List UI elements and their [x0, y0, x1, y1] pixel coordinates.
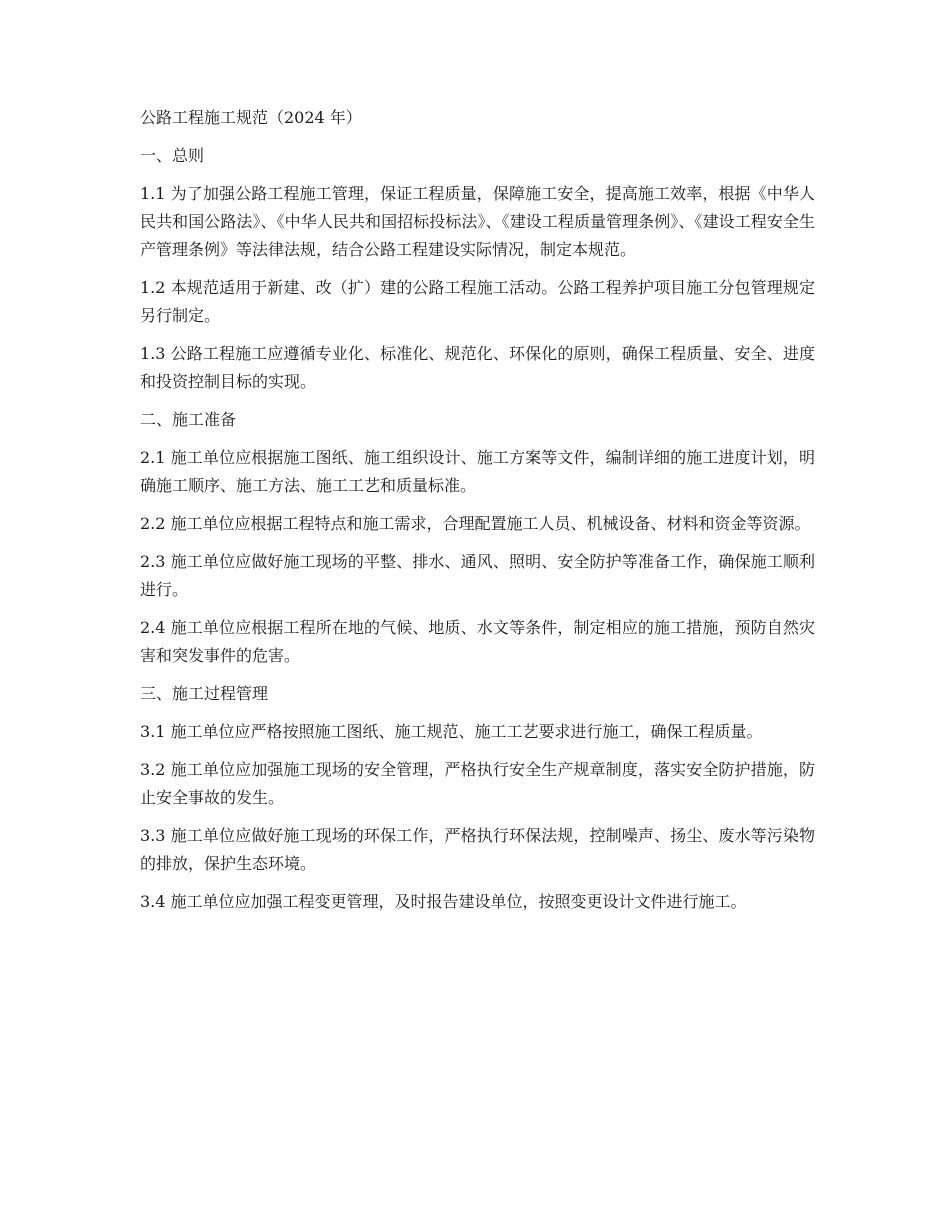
- clause-2-2: 2.2 施工单位应根据工程特点和施工需求，合理配置施工人员、机械设备、材料和资金等资源。: [140, 514, 811, 533]
- clause-3-2: 3.2 施工单位应加强施工现场的安全管理，严格执行安全生产规章制度，落实安全防护措施，防止安全事故的发生。: [140, 760, 815, 807]
- clause-1-2: 1.2 本规范适用于新建、改（扩）建的公路工程施工活动。公路工程养护项目施工分包管理规定另行制定。: [140, 278, 815, 325]
- section-heading-process-management: 三、施工过程管理: [140, 684, 269, 703]
- clause-2-1: 2.1 施工单位应根据施工图纸、施工组织设计、施工方案等文件，编制详细的施工进度计划，明确施工顺序、施工方法、施工工艺和质量标准。: [140, 448, 815, 495]
- clause-1-1: 1.1 为了加强公路工程施工管理，保证工程质量，保障施工安全，提高施工效率，根据《中华人民共和国公路法》、《中华人民共和国招标投标法》、《建设工程质量管理条例》、《建设工程安全生产管理条例》等法律法规，结合公路工程建设实际情况，制定本规范。: [140, 184, 815, 259]
- document-page: [140, 104, 815, 926]
- clause-3-1: 3.1 施工单位应严格按照施工图纸、施工规范、施工工艺要求进行施工，确保工程质量。: [140, 722, 763, 741]
- section-heading-general: 一、总则: [140, 146, 205, 165]
- document-title: 公路工程施工规范（2024 年）: [140, 108, 362, 127]
- clause-1-3: 1.3 公路工程施工应遵循专业化、标准化、规范化、环保化的原则，确保工程质量、安全、进度和投资控制目标的实现。: [140, 344, 815, 391]
- clause-2-4: 2.4 施工单位应根据工程所在地的气候、地质、水文等条件，制定相应的施工措施，预防自然灾害和突发事件的危害。: [140, 618, 815, 665]
- clause-3-4: 3.4 施工单位应加强工程变更管理，及时报告建设单位，按照变更设计文件进行施工。: [140, 892, 747, 911]
- clause-3-3: 3.3 施工单位应做好施工现场的环保工作，严格执行环保法规，控制噪声、扬尘、废水等污染物的排放，保护生态环境。: [140, 826, 815, 873]
- clause-2-3: 2.3 施工单位应做好施工现场的平整、排水、通风、照明、安全防护等准备工作，确保施工顺利进行。: [140, 552, 815, 599]
- section-heading-preparation: 二、施工准备: [140, 410, 237, 429]
